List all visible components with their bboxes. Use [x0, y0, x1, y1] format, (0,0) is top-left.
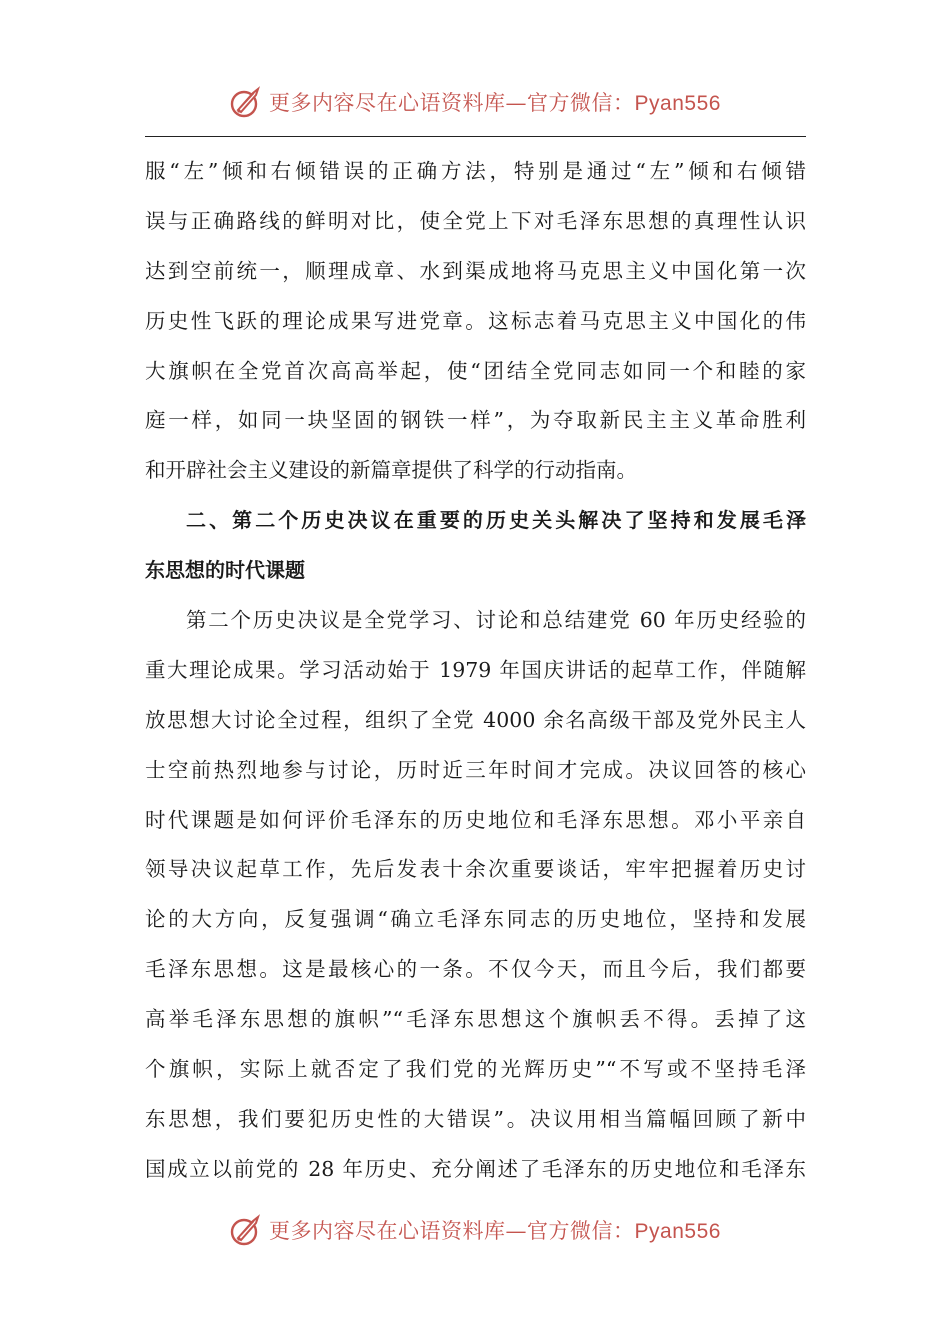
text-line: 第二个历史决议是全党学习、讨论和总结建党 60 年历史经验的: [186, 608, 806, 633]
section-heading: [145, 496, 806, 596]
text-line: 庭一样，如同一块坚固的钢铁一样”，为夺取新民主主义革命胜利: [145, 408, 806, 433]
header-banner-content: [229, 85, 721, 119]
wechat-handle: Pyan556: [634, 92, 721, 115]
text-line: 和开辟社会主义建设的新篇章提供了科学的行动指南。: [145, 458, 637, 483]
text-line: 士空前热烈地参与讨论，历时近三年时间才完成。决议回答的核心: [145, 757, 806, 782]
heading-line: 东思想的时代课题: [145, 558, 305, 583]
text-line: 重大理论成果。学习活动始于 1979 年国庆讲话的起草工作，伴随解: [145, 657, 806, 682]
text-line: 论的大方向，反复强调“确立毛泽东同志的历史地位，坚持和发展: [145, 907, 806, 932]
footer-banner-content: [229, 1213, 721, 1247]
text-line: 毛泽东思想。这是最核心的一条。不仅今天，而且今后，我们都要: [145, 957, 806, 982]
wechat-handle: Pyan556: [634, 1220, 721, 1243]
header-banner: [0, 80, 950, 124]
text-line: 时代课题是如何评价毛泽东的历史地位和毛泽东思想。邓小平亲自: [145, 807, 806, 832]
paragraph-continuation: [145, 147, 806, 496]
text-line: 服“左”倾和右倾错误的正确方法，特别是通过“左”倾和右倾错: [145, 159, 806, 183]
header-banner-text: 更多内容尽在心语资料库—官方微信：Pyan556: [269, 91, 721, 115]
text-line: 大旗帜在全党首次高高举起，使“团结全党同志如同一个和睦的家: [145, 358, 806, 383]
text-line: 达到空前统一，顺理成章、水到渠成地将马克思主义中国化第一次: [145, 258, 806, 283]
pen-nib-logo-icon: [229, 85, 263, 119]
footer-banner-text: 更多内容尽在心语资料库—官方微信：Pyan556: [269, 1219, 721, 1243]
paragraph: [145, 596, 806, 1195]
pen-nib-logo-icon: [229, 1213, 263, 1247]
text-line: 放思想大讨论全过程，组织了全党 4000 余名高级干部及党外民主人: [145, 707, 806, 732]
text-line: 高举毛泽东思想的旗帜”“毛泽东思想这个旗帜丢不得。丢掉了这: [145, 1007, 806, 1032]
text-line: 个旗帜，实际上就否定了我们党的光辉历史”“不写或不坚持毛泽: [145, 1057, 806, 1082]
footer-banner: [0, 1208, 950, 1252]
text-line: 误与正确路线的鲜明对比，使全党上下对毛泽东思想的真理性认识: [145, 208, 806, 233]
document-body: [145, 147, 806, 1195]
text-line: 国成立以前党的 28 年历史、充分阐述了毛泽东的历史地位和毛泽东: [145, 1156, 806, 1181]
text-line: 领导决议起草工作，先后发表十余次重要谈话，牢牢把握着历史讨: [145, 857, 806, 882]
heading-line: 二、第二个历史决议在重要的历史关头解决了坚持和发展毛泽: [186, 508, 806, 533]
header-divider: [145, 136, 806, 137]
text-line: 历史性飞跃的理论成果写进党章。这标志着马克思主义中国化的伟: [145, 308, 806, 333]
text-line: 东思想，我们要犯历史性的大错误”。决议用相当篇幅回顾了新中: [145, 1106, 806, 1131]
